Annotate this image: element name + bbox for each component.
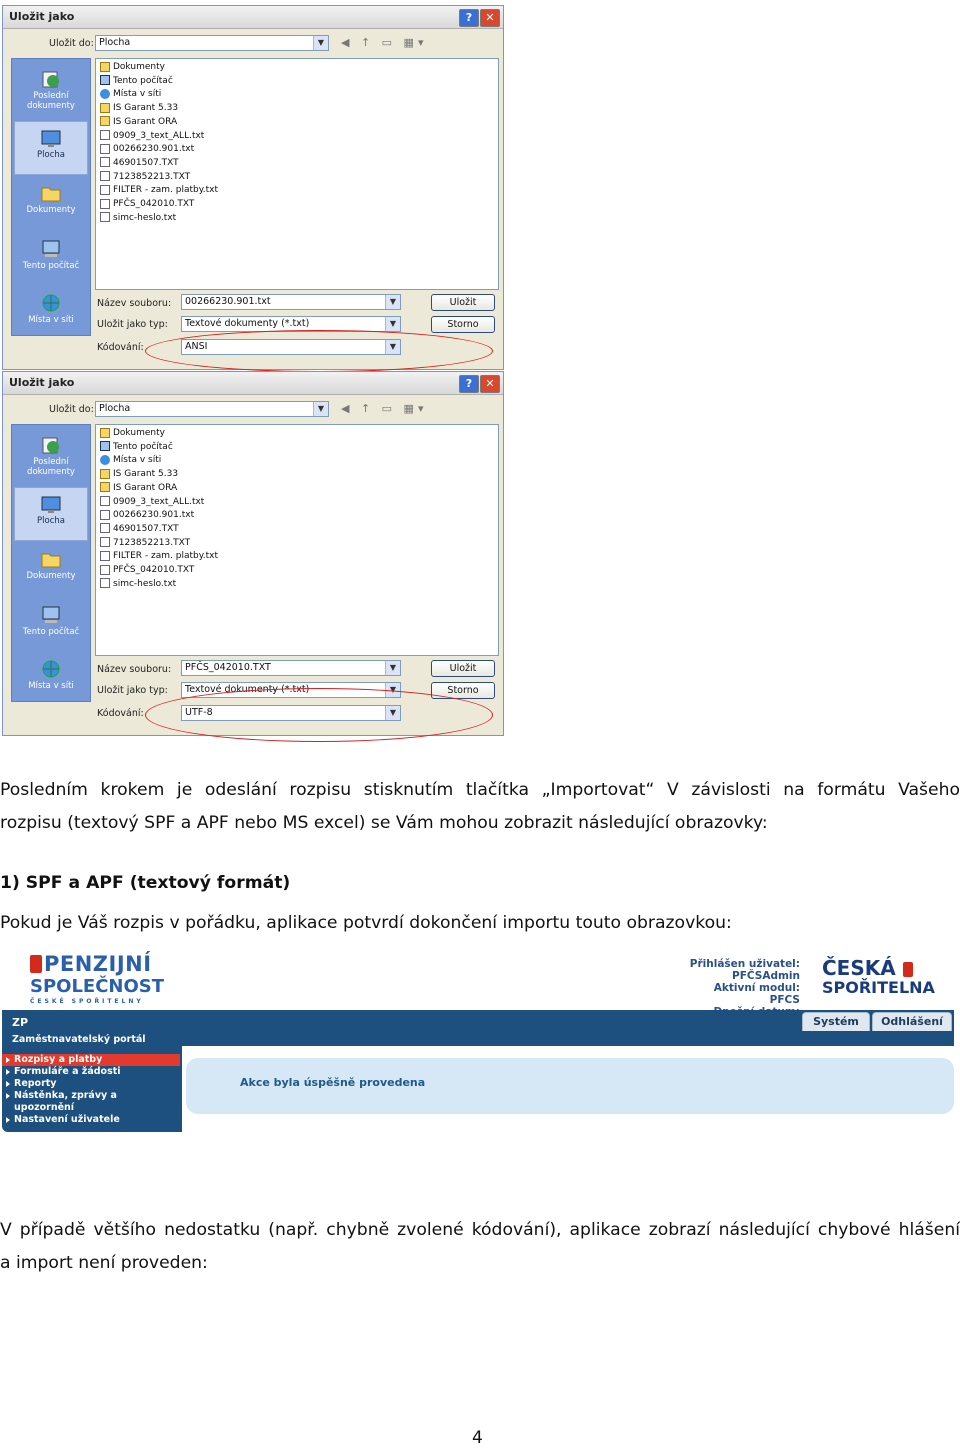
list-item[interactable]: FILTER - zam. platby.txt <box>100 184 218 197</box>
list-item[interactable]: Tento počítač <box>100 75 173 88</box>
chevron-down-icon: ▼ <box>385 683 400 697</box>
place-network[interactable]: Místa v síti <box>14 287 88 341</box>
cancel-button[interactable]: Storno <box>431 316 495 333</box>
filetype-value: Textové dokumenty (*.txt) <box>185 684 310 695</box>
nav-item-nastenka-cont[interactable]: upozornění <box>14 1102 75 1113</box>
places-bar <box>11 58 91 336</box>
desktop-icon <box>40 494 62 514</box>
place-documents[interactable]: Dokumenty <box>14 177 88 231</box>
place-computer[interactable]: Tento počítač <box>14 599 88 653</box>
list-item[interactable]: FILTER - zam. platby.txt <box>100 550 218 563</box>
arrow-icon <box>6 1081 10 1087</box>
chevron-down-icon: ▼ <box>385 340 400 354</box>
filetype-label: Uložit jako typ: <box>97 685 168 696</box>
portal-header-bar <box>2 1010 954 1046</box>
filename-input[interactable] <box>181 294 401 310</box>
s-logo-icon <box>30 955 42 973</box>
save-in-value: Plocha <box>99 403 131 414</box>
desktop-icon <box>40 128 62 148</box>
ceska-sporitelna-logo: ČESKÁ SPOŘITELNA <box>822 956 935 997</box>
save-in-label: Uložit do: <box>49 404 94 415</box>
save-in-value: Plocha <box>99 37 131 48</box>
place-desktop[interactable]: Plocha <box>14 487 88 541</box>
save-in-select[interactable] <box>95 401 329 417</box>
list-item[interactable]: PFČS_042010.TXT <box>100 198 194 211</box>
paragraph-1-line-1: Posledním krokem je odeslání rozpisu stisknutím tlačítka „Importovat“ V závislosti na formátu Vašeho <box>0 780 960 800</box>
folder-icon <box>100 469 110 479</box>
list-item[interactable]: PFČS_042010.TXT <box>100 564 194 577</box>
chevron-down-icon: ▼ <box>385 706 400 720</box>
save-button[interactable]: Uložit <box>431 660 495 677</box>
list-item[interactable]: 00266230.901.txt <box>100 509 194 522</box>
zp-label: ZP <box>12 1016 29 1029</box>
close-icon[interactable]: ✕ <box>480 9 500 27</box>
list-item[interactable]: Místa v síti <box>100 88 161 101</box>
filetype-label: Uložit jako typ: <box>97 319 168 330</box>
encoding-label: Kódování: <box>97 342 144 353</box>
dialog-titlebar <box>3 372 503 395</box>
filename-value: PFČS_042010.TXT <box>185 662 271 673</box>
portal-screenshot <box>2 944 954 1134</box>
list-item[interactable]: 7123852213.TXT <box>100 537 190 550</box>
nav-item-nastenka[interactable]: Nástěnka, zprávy a <box>2 1090 180 1102</box>
arrow-icon <box>6 1117 10 1123</box>
place-documents[interactable]: Dokumenty <box>14 543 88 597</box>
computer-icon <box>40 605 62 625</box>
text-file-icon <box>100 537 110 547</box>
text-file-icon <box>100 565 110 575</box>
dialog-titlebar <box>3 6 503 29</box>
cancel-button[interactable]: Storno <box>431 682 495 699</box>
computer-icon <box>100 75 110 85</box>
chevron-down-icon: ▼ <box>313 402 328 416</box>
list-item[interactable]: Dokumenty <box>100 61 165 74</box>
text-file-icon <box>100 496 110 506</box>
arrow-icon <box>6 1057 10 1063</box>
save-button[interactable]: Uložit <box>431 294 495 311</box>
file-list[interactable] <box>95 424 499 656</box>
folder-icon <box>100 482 110 492</box>
file-list[interactable] <box>95 58 499 290</box>
filename-label: Název souboru: <box>97 664 172 675</box>
folder-icon <box>100 116 110 126</box>
list-item[interactable]: 7123852213.TXT <box>100 171 190 184</box>
highlight-ellipse <box>145 688 493 742</box>
computer-icon <box>100 441 110 451</box>
close-icon[interactable]: ✕ <box>480 375 500 393</box>
network-icon <box>100 455 110 465</box>
filename-value: 00266230.901.txt <box>185 296 271 307</box>
list-item[interactable]: IS Garant 5.33 <box>100 468 178 481</box>
toolbar-nav-icons[interactable]: ◀ ↑ ▭ ▦▾ <box>341 36 428 49</box>
network-icon <box>40 659 62 679</box>
user-info: Přihlášen uživatel: PFČSAdmin Aktivní modul: PFCS <box>689 958 800 1006</box>
recent-documents-icon <box>40 69 62 89</box>
toolbar-nav-icons[interactable]: ◀ ↑ ▭ ▦▾ <box>341 402 428 415</box>
folder-icon <box>100 62 110 72</box>
folder-icon <box>40 183 62 203</box>
place-computer[interactable]: Tento počítač <box>14 233 88 287</box>
chevron-down-icon: ▼ <box>313 36 328 50</box>
nav-item-reporty[interactable]: Reporty <box>2 1078 180 1090</box>
recent-documents-icon <box>40 435 62 455</box>
paragraph-2: Pokud je Váš rozpis v pořádku, aplikace potvrdí dokončení importu touto obrazovkou: <box>0 913 732 933</box>
list-item[interactable]: 00266230.901.txt <box>100 143 194 156</box>
network-icon <box>40 293 62 313</box>
list-item[interactable]: simc-heslo.txt <box>100 578 176 591</box>
filename-label: Název souboru: <box>97 298 172 309</box>
page-number: 4 <box>472 1428 483 1448</box>
place-recent[interactable]: Poslední dokumenty <box>14 429 88 483</box>
list-item[interactable]: IS Garant 5.33 <box>100 102 178 115</box>
list-item[interactable]: Dokumenty <box>100 427 165 440</box>
dialog-title: Uložit jako <box>9 10 75 23</box>
list-item[interactable]: Tento počítač <box>100 441 173 454</box>
nav-item-rozpisy[interactable]: Rozpisy a platby <box>2 1054 180 1066</box>
list-item[interactable]: Místa v síti <box>100 454 161 467</box>
places-bar <box>11 424 91 702</box>
highlight-ellipse <box>145 330 493 372</box>
text-file-icon <box>100 578 110 588</box>
save-as-dialog-utf8 <box>2 371 504 736</box>
text-file-icon <box>100 171 110 181</box>
text-file-icon <box>100 551 110 561</box>
tab-system[interactable]: Systém <box>802 1012 870 1031</box>
paragraph-3-line-2: a import není proveden: <box>0 1253 208 1273</box>
text-file-icon <box>100 144 110 154</box>
help-icon[interactable]: ? <box>459 375 479 393</box>
list-item[interactable]: IS Garant ORA <box>100 482 177 495</box>
text-file-icon <box>100 157 110 167</box>
list-item[interactable]: simc-heslo.txt <box>100 212 176 225</box>
nav-item-formulare[interactable]: Formuláře a žádosti <box>2 1066 180 1078</box>
place-desktop[interactable]: Plocha <box>14 121 88 175</box>
nav-item-nastaveni[interactable]: Nastavení uživatele <box>2 1114 180 1126</box>
encoding-value: ANSI <box>185 341 208 352</box>
list-item[interactable]: 0909_3_text_ALL.txt <box>100 130 204 143</box>
chevron-down-icon: ▼ <box>385 295 400 309</box>
dialog-title: Uložit jako <box>9 376 75 389</box>
text-file-icon <box>100 185 110 195</box>
help-icon[interactable]: ? <box>459 9 479 27</box>
text-file-icon <box>100 523 110 533</box>
folder-icon <box>40 549 62 569</box>
save-in-label: Uložit do: <box>49 38 94 49</box>
tab-logout[interactable]: Odhlášení <box>872 1012 952 1031</box>
s-logo-icon <box>903 962 913 977</box>
network-icon <box>100 89 110 99</box>
paragraph-3-line-1: V případě většího nedostatku (např. chybně zvolené kódování), aplikace zobrazí následující chybové hlášení <box>0 1220 960 1240</box>
text-file-icon <box>100 199 110 209</box>
filename-input[interactable] <box>181 660 401 676</box>
section-heading: 1) SPF a APF (textový formát) <box>0 873 291 893</box>
list-item[interactable]: 0909_3_text_ALL.txt <box>100 496 204 509</box>
success-message-box <box>186 1058 954 1114</box>
place-recent[interactable]: Poslední dokumenty <box>14 63 88 117</box>
folder-icon <box>100 103 110 113</box>
list-item[interactable]: IS Garant ORA <box>100 116 177 129</box>
penzijni-spolecnost-logo: PENZIJNÍ SPOLEČNOST ČESKÉ SPOŘITELNY <box>30 952 165 1005</box>
chevron-down-icon: ▼ <box>385 317 400 331</box>
text-file-icon <box>100 212 110 222</box>
success-message: Akce byla úspěšně provedena <box>240 1076 426 1089</box>
left-nav <box>2 1046 182 1132</box>
list-item[interactable]: 46901507.TXT <box>100 523 179 536</box>
list-item[interactable]: 46901507.TXT <box>100 157 179 170</box>
text-file-icon <box>100 130 110 140</box>
chevron-down-icon: ▼ <box>385 661 400 675</box>
encoding-value: UTF-8 <box>185 707 213 718</box>
arrow-icon <box>6 1093 10 1099</box>
text-file-icon <box>100 510 110 520</box>
portal-name: Zaměstnavatelský portál <box>12 1034 146 1045</box>
save-in-select[interactable] <box>95 35 329 51</box>
save-as-dialog-ansi <box>2 5 504 370</box>
paragraph-1-line-2: rozpisu (textový SPF a APF nebo MS excel) se Vám mohou zobrazit následující obrazovky: <box>0 813 768 833</box>
place-network[interactable]: Místa v síti <box>14 653 88 707</box>
filetype-value: Textové dokumenty (*.txt) <box>185 318 310 329</box>
computer-icon <box>40 239 62 259</box>
folder-icon <box>100 428 110 438</box>
arrow-icon <box>6 1069 10 1075</box>
encoding-label: Kódování: <box>97 708 144 719</box>
